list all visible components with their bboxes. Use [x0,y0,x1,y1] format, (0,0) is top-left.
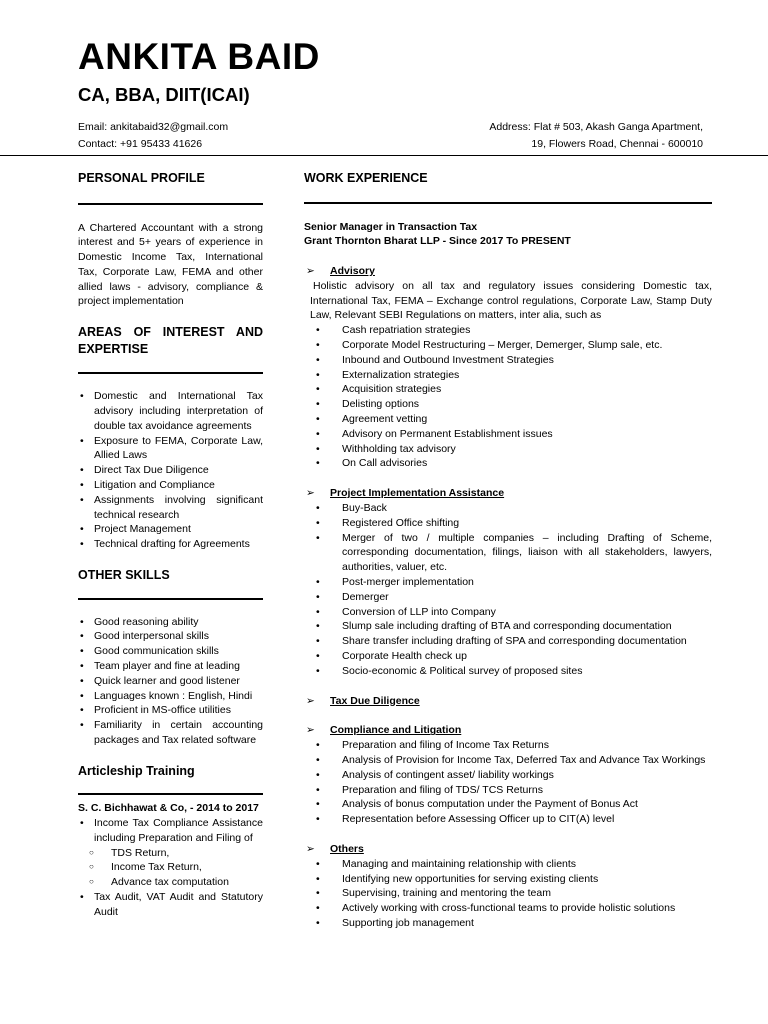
due-diligence-heading [304,694,712,709]
list-item: • Registered Office shifting [304,516,712,531]
personal-profile-title: PERSONAL PROFILE [78,171,205,185]
arrow-bullet-icon: ➢ [306,487,315,500]
areas-list [78,389,263,552]
list-item: • Slump sale including drafting of BTA and corresponding documentation [304,619,712,634]
list-item: • Assignments involving significant technical research [78,493,263,523]
compliance-heading-label: Compliance and Litigation [330,724,462,737]
list-item: • Share transfer including drafting of SPA and corresponding documentation [304,634,712,649]
list-item: • Domestic and International Tax advisory including interpretation of double tax avoidance agreements [78,389,263,433]
list-item: • Socio-economic & Political survey of proposed sites [304,664,712,679]
list-item: • Good interpersonal skills [78,629,263,644]
arrow-bullet-icon: ➢ [306,724,315,737]
list-item: • Supporting job management [304,916,712,931]
contact-block [78,119,228,153]
list-item: • Actively working with cross-functional teams to provide holistic solutions [304,901,712,916]
section-rule [78,372,263,374]
list-item: • Analysis of Provision for Income Tax, Deferred Tax and Advance Tax Workings [304,753,712,768]
list-item: • Acquisition strategies [304,382,712,397]
list-item: • Merger of two / multiple companies – including Drafting of Scheme, corresponding documentation, filings, liaison with all stakeholders, lawyers, authorities, valuer, etc. [304,531,712,575]
sub-list-item: ○ Income Tax Return, [78,860,263,875]
job-role: Senior Manager in Transaction Tax [304,220,478,233]
list-item: • Cash repatriation strategies [304,323,712,338]
list-item: • Analysis of bonus computation under the Payment of Bonus Act [304,797,712,812]
list-item: • Team player and fine at leading [78,659,263,674]
project-heading-label: Project Implementation Assistance [330,487,505,500]
areas-title: AREAS OF INTEREST AND EXPERTISE [78,325,263,356]
arrow-bullet-icon: ➢ [306,842,315,855]
list-item: • Project Management [78,522,263,537]
project-list [304,501,712,679]
compliance-heading [304,723,712,738]
advisory-heading-label: Advisory [330,265,375,278]
list-item: • Post-merger implementation [304,575,712,590]
list-item [78,816,263,890]
list-item: • Delisting options [304,397,712,412]
articleship-item-text: Income Tax Compliance Assistance including Preparation and Filing of [94,817,263,844]
list-item: • Advisory on Permanent Establishment issues [304,427,712,442]
list-item: • Externalization strategies [304,368,712,383]
advisory-intro: Holistic advisory on all tax and regulatory issues considering Domestic tax, International Tax, FEMA – Exchange control regulations, Corporate Law, Stamp Duty Law, Relevant SEBI Regulations on matters, inter alia, such as [310,279,712,322]
list-item: • Managing and maintaining relationship with clients [304,857,712,872]
section-rule [78,203,263,205]
personal-profile-text: A Chartered Accountant with a strong interest and 5+ years of experience in Domestic Income Tax, International Tax, Corporate Law, FEMA and other allied laws - advisory, compliance & project implementation [78,221,263,308]
arrow-bullet-icon: ➢ [306,265,315,278]
list-item: • Preparation and filing of TDS/ TCS Returns [304,783,712,798]
email-line: Email: ankitabaid32@gmail.com [78,121,229,133]
list-item: • Direct Tax Due Diligence [78,463,263,478]
section-rule [78,793,263,795]
list-item: • Corporate Model Restructuring – Merger, Demerger, Slump sale, etc. [304,338,712,353]
project-heading [304,486,712,501]
articleship-sub-list [78,846,263,890]
phone-line: Contact: +91 95433 41626 [78,138,203,150]
list-item: • Languages known : English, Hindi [78,689,263,704]
list-item: • Quick learner and good listener [78,674,263,689]
job-company: Grant Thornton Bharat LLP - Since 2017 To PRESENT [304,235,571,248]
list-item: • Agreement vetting [304,412,712,427]
list-item: • Tax Audit, VAT Audit and Statutory Audit [78,890,263,920]
list-item: • Familiarity in certain accounting packages and Tax related software [78,718,263,748]
list-item: • Preparation and filing of Income Tax Returns [304,738,712,753]
list-item: • Conversion of LLP into Company [304,605,712,620]
list-item: • Demerger [304,590,712,605]
list-item: • Exposure to FEMA, Corporate Law, Allied Laws [78,434,263,464]
credentials: CA, BBA, DIIT(ICAI) [78,84,250,105]
address-line-1: Address: Flat # 503, Akash Ganga Apartment, [489,121,703,133]
header-divider [0,155,768,156]
list-item: • Proficient in MS-office utilities [78,703,263,718]
compliance-list [304,738,712,827]
arrow-bullet-icon: ➢ [306,694,315,707]
others-list [304,857,712,931]
candidate-name: ANKITA BAID [78,36,320,77]
list-item: • Buy-Back [304,501,712,516]
list-item: • On Call advisories [304,456,712,471]
sub-list-item: ○ TDS Return, [78,846,263,861]
section-rule [78,598,263,600]
list-item: • Litigation and Compliance [78,478,263,493]
others-heading [304,842,712,857]
advisory-list [304,323,712,471]
left-column [78,170,263,920]
list-item: • Withholding tax advisory [304,442,712,457]
list-item: • Inbound and Outbound Investment Strategies [304,353,712,368]
list-item: • Good communication skills [78,644,263,659]
sub-list-item: ○ Advance tax computation [78,875,263,890]
work-experience-title: WORK EXPERIENCE [304,171,428,185]
address-line-2: 19, Flowers Road, Chennai - 600010 [531,138,703,150]
list-item: • Identifying new opportunities for serving existing clients [304,872,712,887]
list-item: • Good reasoning ability [78,615,263,630]
address-block [489,119,703,153]
list-item: • Technical drafting for Agreements [78,537,263,552]
others-heading-label: Others [330,842,364,855]
list-item: • Representation before Assessing Officer up to CIT(A) level [304,812,712,827]
due-diligence-heading-label: Tax Due Diligence [330,694,420,707]
section-rule [304,202,712,204]
list-item: • Corporate Health check up [304,649,712,664]
list-item: • Supervising, training and mentoring the team [304,886,712,901]
right-column [304,170,712,931]
skills-list [78,615,263,748]
list-item: • Analysis of contingent asset/ liability workings [304,768,712,783]
other-skills-title: OTHER SKILLS [78,568,170,583]
articleship-firm: S. C. Bichhawat & Co, - 2014 to 2017 [78,802,259,815]
articleship-list [78,816,263,920]
advisory-heading [304,264,712,279]
articleship-title: Articleship Training [78,763,195,778]
